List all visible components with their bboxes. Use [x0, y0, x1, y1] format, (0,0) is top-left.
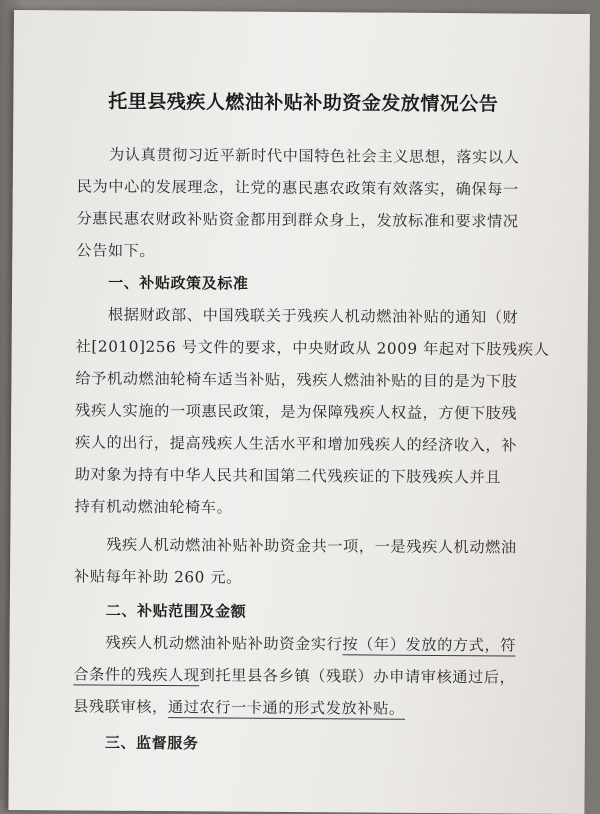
section-3-heading: 三、监督服务: [104, 733, 199, 753]
section-1-line-6: 助对象为持有中华人民共和国第二代残疾证的下肢残疾人并且: [74, 465, 502, 487]
section-2-line-3: [73, 696, 405, 718]
section-2-line-1-underlined: 按（年）发放的方式，符: [342, 635, 517, 655]
section-1-line-4: 残疾人实施的一项惠民政策，是为保障残疾人权益，方便下肢残: [75, 401, 518, 423]
section-1-para2-line-2: 补贴每年补助 260 元。: [73, 567, 243, 587]
section-1-line-7: 持有机动燃油轮椅车。: [74, 497, 233, 517]
section-2-line-3-prefix: 县残联审核，: [73, 697, 168, 717]
section-1-para2-line-1: 残疾人机动燃油补贴补助资金共一项，一是残疾人机动燃油: [106, 535, 517, 557]
section-2-line-1: [106, 633, 517, 656]
section-2-heading: 二、补贴范围及金额: [105, 601, 247, 621]
section-2-line-2-suffix: 到托里县各乡镇（残联）办申请审核通过后，: [199, 666, 516, 687]
intro-line-1: 为认真贯彻习近平新时代中国特色社会主义思想，落实以人: [108, 145, 520, 167]
intro-line-3: 分惠民惠农财政补贴资金都用到群众身上，发放标准和要求情况: [76, 209, 519, 231]
intro-line-4: 公告如下。: [76, 241, 156, 260]
section-2-line-3-underlined: 通过农行一卡通的形式发放补贴。: [167, 698, 405, 718]
section-2-line-2-underlined: 合条件的残疾人现: [73, 665, 200, 685]
intro-line-2: 民为中心的发展理念，让党的惠民惠农政策有效落实，确保每一: [76, 177, 519, 199]
section-1-line-2: 社[2010]256 号文件的要求，中央财政从 2009 年起对下肢残疾人: [75, 337, 550, 359]
section-1-line-5: 疾人的出行，提高残疾人生活水平和增加残疾人的经济收入，补: [74, 433, 518, 455]
document-title: 托里县残疾人燃油补贴补助资金发放情况公告: [108, 90, 499, 116]
section-2-line-2: [73, 664, 515, 687]
section-1-heading: 一、补贴政策及标准: [108, 273, 249, 293]
section-2-line-1-prefix: 残疾人机动燃油补贴补助资金实行: [105, 633, 343, 654]
section-1-line-3: 给予机动燃油轮椅车适当补贴，残疾人燃油补贴的目的是为下肢: [75, 369, 518, 391]
section-1-line-1: 根据财政部、中国残联关于残疾人机动燃油补贴的通知（财: [107, 305, 519, 327]
document-page: [8, 10, 590, 814]
